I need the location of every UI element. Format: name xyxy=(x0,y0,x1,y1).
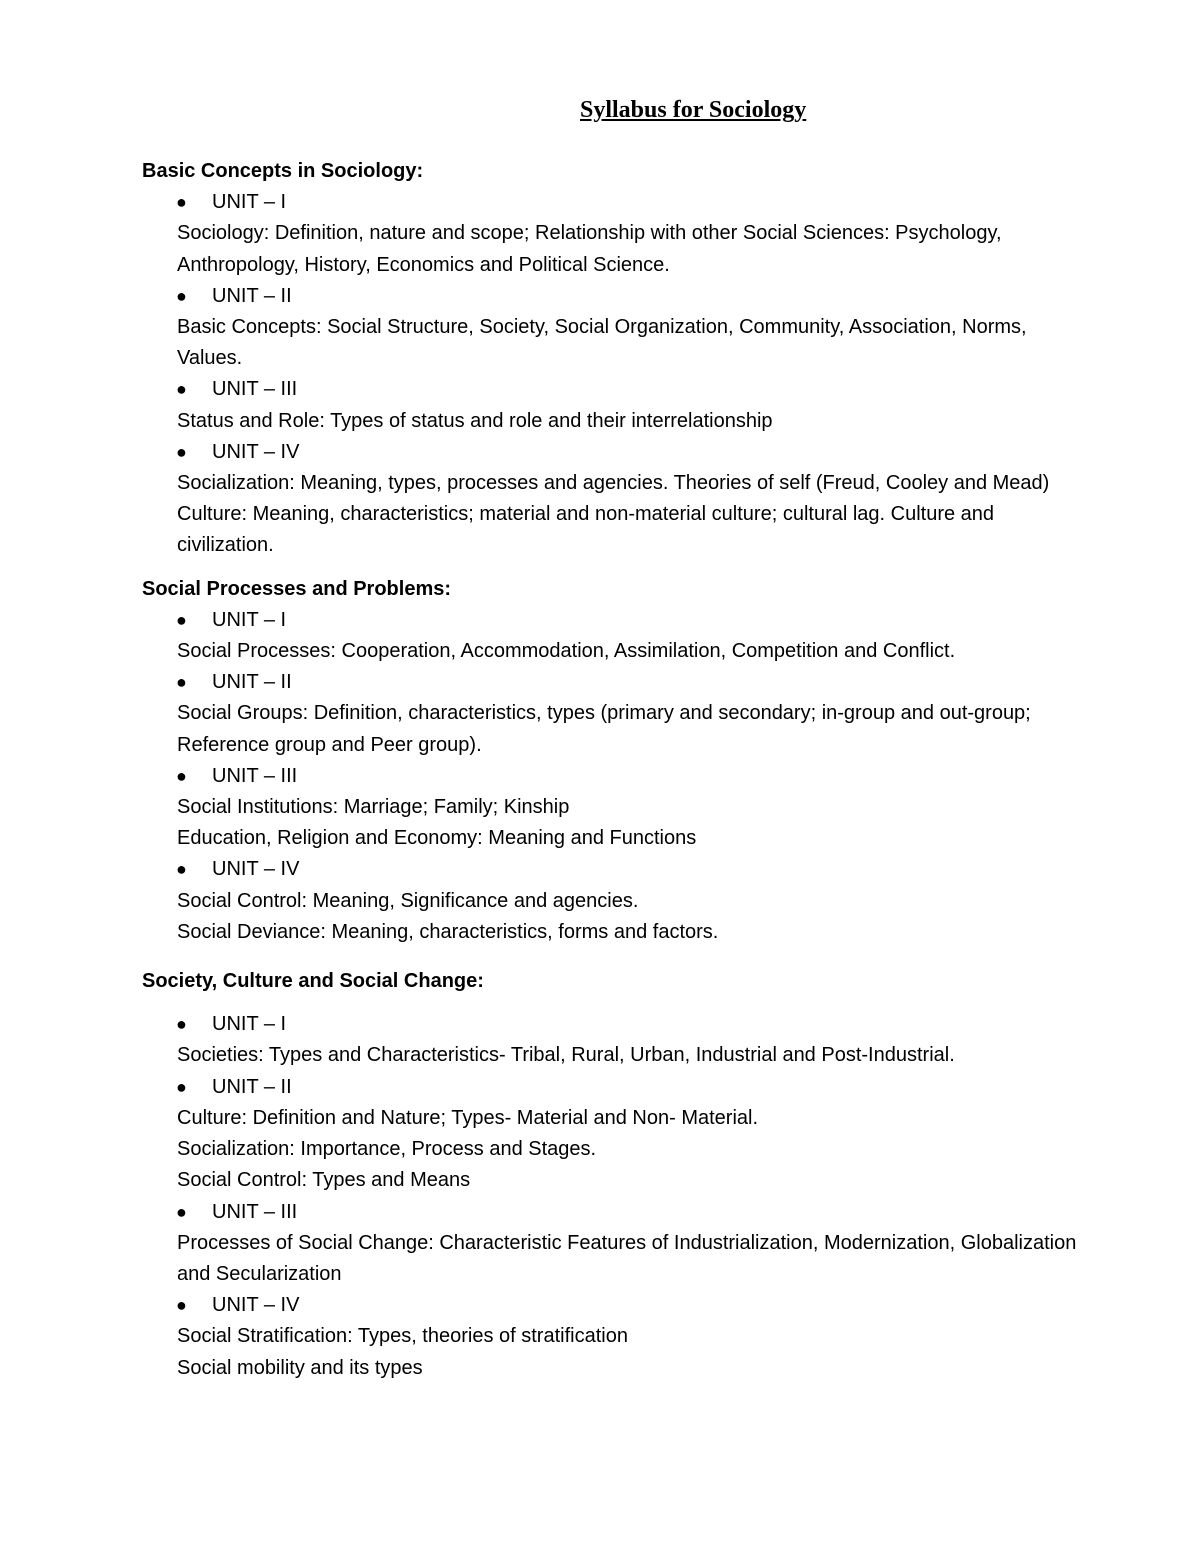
unit-text: Social Control: Types and Means xyxy=(177,1169,471,1192)
unit-item xyxy=(142,667,1092,761)
bullet-icon: ● xyxy=(176,285,187,306)
unit-item xyxy=(142,1290,1092,1384)
bullet-icon: ● xyxy=(176,1201,187,1222)
syllabus-content xyxy=(142,156,1092,1384)
unit-heading xyxy=(142,1290,1092,1321)
unit-heading xyxy=(142,281,1092,312)
unit-item xyxy=(142,1072,1092,1197)
section-basic-concepts xyxy=(142,156,1092,562)
unit-item xyxy=(142,854,1092,948)
unit-text: Basic Concepts: Social Structure, Society, Social Organization, Community, Association, Norms, Values. xyxy=(177,316,1027,370)
unit-heading xyxy=(142,187,1092,218)
unit-text: Social Deviance: Meaning, characteristics, forms and factors. xyxy=(177,920,719,943)
unit-text: Education, Religion and Economy: Meaning and Functions xyxy=(177,827,697,850)
section-heading: Basic Concepts in Sociology: xyxy=(142,160,424,182)
unit-item xyxy=(142,761,1092,855)
unit-body xyxy=(142,1321,1092,1383)
unit-list xyxy=(142,187,1092,561)
unit-item xyxy=(142,605,1092,667)
unit-heading xyxy=(142,1072,1092,1103)
unit-text: Sociology: Definition, nature and scope; Relationship with other Social Sciences: Psychology, Anthropology, History, Economics and Political Science. xyxy=(177,222,1002,276)
unit-item xyxy=(142,281,1092,375)
unit-heading xyxy=(142,374,1092,405)
bullet-icon: ● xyxy=(176,672,187,693)
unit-text: Social Groups: Definition, characteristics, types (primary and secondary; in-group and out-group; Reference group and Peer group). xyxy=(177,702,1031,756)
bullet-icon: ● xyxy=(176,1014,187,1035)
unit-text: Socialization: Importance, Process and Stages. xyxy=(177,1138,597,1161)
section-social-processes xyxy=(142,574,1092,948)
section-society-culture xyxy=(142,966,1092,1384)
unit-heading xyxy=(142,854,1092,885)
section-heading: Social Processes and Problems: xyxy=(142,577,452,600)
unit-body xyxy=(142,218,1092,280)
unit-body xyxy=(142,312,1092,374)
unit-body xyxy=(142,1040,1092,1071)
unit-text: Social mobility and its types xyxy=(177,1356,423,1379)
unit-item xyxy=(142,1009,1092,1071)
unit-label: UNIT – III xyxy=(212,378,298,401)
unit-text: Societies: Types and Characteristics- Tribal, Rural, Urban, Industrial and Post-Industrial. xyxy=(177,1044,955,1067)
bullet-icon: ● xyxy=(176,859,187,880)
unit-body xyxy=(142,406,1092,437)
unit-label: UNIT – II xyxy=(212,284,292,307)
unit-body xyxy=(142,886,1092,948)
unit-item xyxy=(142,374,1092,436)
unit-text: Socialization: Meaning, types, processes and agencies. Theories of self (Freud, Cooley and Mead) Culture: Meaning, characteristics; material and non-material culture; cultural lag. Culture and civilization. xyxy=(177,472,1050,557)
unit-heading xyxy=(142,1009,1092,1040)
bullet-icon: ● xyxy=(176,609,187,630)
unit-label: UNIT – II xyxy=(212,671,292,694)
unit-body xyxy=(142,468,1092,562)
unit-item xyxy=(142,437,1092,562)
unit-text: Processes of Social Change: Characteristic Features of Industrialization, Modernization, Globalization and Secularization xyxy=(177,1231,1077,1285)
unit-label: UNIT – II xyxy=(212,1075,292,1098)
unit-text: Social Stratification: Types, theories of stratification xyxy=(177,1325,628,1348)
unit-text: Culture: Definition and Nature; Types- Material and Non- Material. xyxy=(177,1106,759,1129)
unit-heading xyxy=(142,605,1092,636)
unit-heading xyxy=(142,1197,1092,1228)
unit-text: Status and Role: Types of status and role and their interrelationship xyxy=(177,409,773,432)
unit-heading xyxy=(142,761,1092,792)
unit-label: UNIT – IV xyxy=(212,858,300,881)
bullet-icon: ● xyxy=(176,379,187,400)
unit-list xyxy=(142,1009,1092,1383)
unit-item xyxy=(142,1197,1092,1291)
unit-label: UNIT – III xyxy=(212,1200,298,1223)
unit-item xyxy=(142,187,1092,281)
unit-body xyxy=(142,1103,1092,1197)
unit-body xyxy=(142,636,1092,667)
bullet-icon: ● xyxy=(176,441,187,462)
unit-text: Social Institutions: Marriage; Family; Kinship xyxy=(177,796,570,819)
unit-heading xyxy=(142,437,1092,468)
unit-label: UNIT – I xyxy=(212,1013,287,1036)
unit-label: UNIT – I xyxy=(212,191,287,214)
unit-list xyxy=(142,605,1092,948)
bullet-icon: ● xyxy=(176,765,187,786)
unit-text: Social Processes: Cooperation, Accommodation, Assimilation, Competition and Conflict. xyxy=(177,640,956,663)
unit-label: UNIT – IV xyxy=(212,1294,300,1317)
bullet-icon: ● xyxy=(176,1295,187,1316)
bullet-icon: ● xyxy=(176,192,187,213)
unit-label: UNIT – IV xyxy=(212,440,300,463)
document-title: Syllabus for Sociology xyxy=(580,97,807,123)
unit-body xyxy=(142,698,1092,760)
unit-text: Social Control: Meaning, Significance and agencies. xyxy=(177,889,639,912)
unit-body xyxy=(142,1228,1092,1290)
unit-body xyxy=(142,792,1092,854)
unit-label: UNIT – I xyxy=(212,608,287,631)
unit-heading xyxy=(142,667,1092,698)
unit-label: UNIT – III xyxy=(212,764,298,787)
bullet-icon: ● xyxy=(176,1076,187,1097)
section-heading: Society, Culture and Social Change: xyxy=(142,970,484,993)
